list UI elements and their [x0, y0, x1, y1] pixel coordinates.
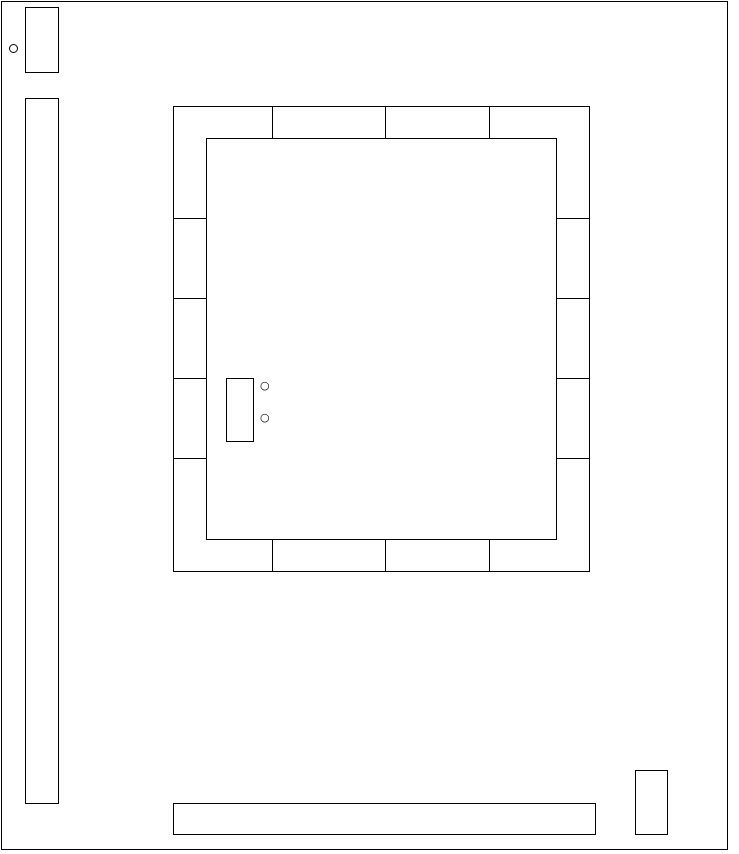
- stenographer-box: [25, 7, 59, 73]
- table-left-divider: [173, 458, 206, 459]
- table-bottom-divider: [489, 540, 490, 572]
- table-left-divider: [173, 218, 206, 219]
- interpreter-table: [226, 378, 254, 442]
- public-gallery: [25, 98, 59, 804]
- table-bottom-divider: [272, 540, 273, 572]
- table-right-divider: [557, 378, 590, 379]
- interpreter-seat: ○: [260, 411, 270, 424]
- table-bottom-divider: [385, 540, 386, 572]
- secretariat-desk: [173, 803, 596, 835]
- conference-table-inner: [206, 138, 557, 540]
- table-top-divider: [272, 106, 273, 138]
- stenographer-seat-icon: [9, 44, 18, 53]
- table-left-divider: [173, 298, 206, 299]
- table-right-divider: [557, 298, 590, 299]
- table-top-divider: [385, 106, 386, 138]
- table-right-divider: [557, 218, 590, 219]
- table-top-divider: [489, 106, 490, 138]
- table-right-divider: [557, 458, 590, 459]
- interpreter-seat: ○: [260, 379, 270, 392]
- table-left-divider: [173, 378, 206, 379]
- reception-desk: [635, 770, 668, 835]
